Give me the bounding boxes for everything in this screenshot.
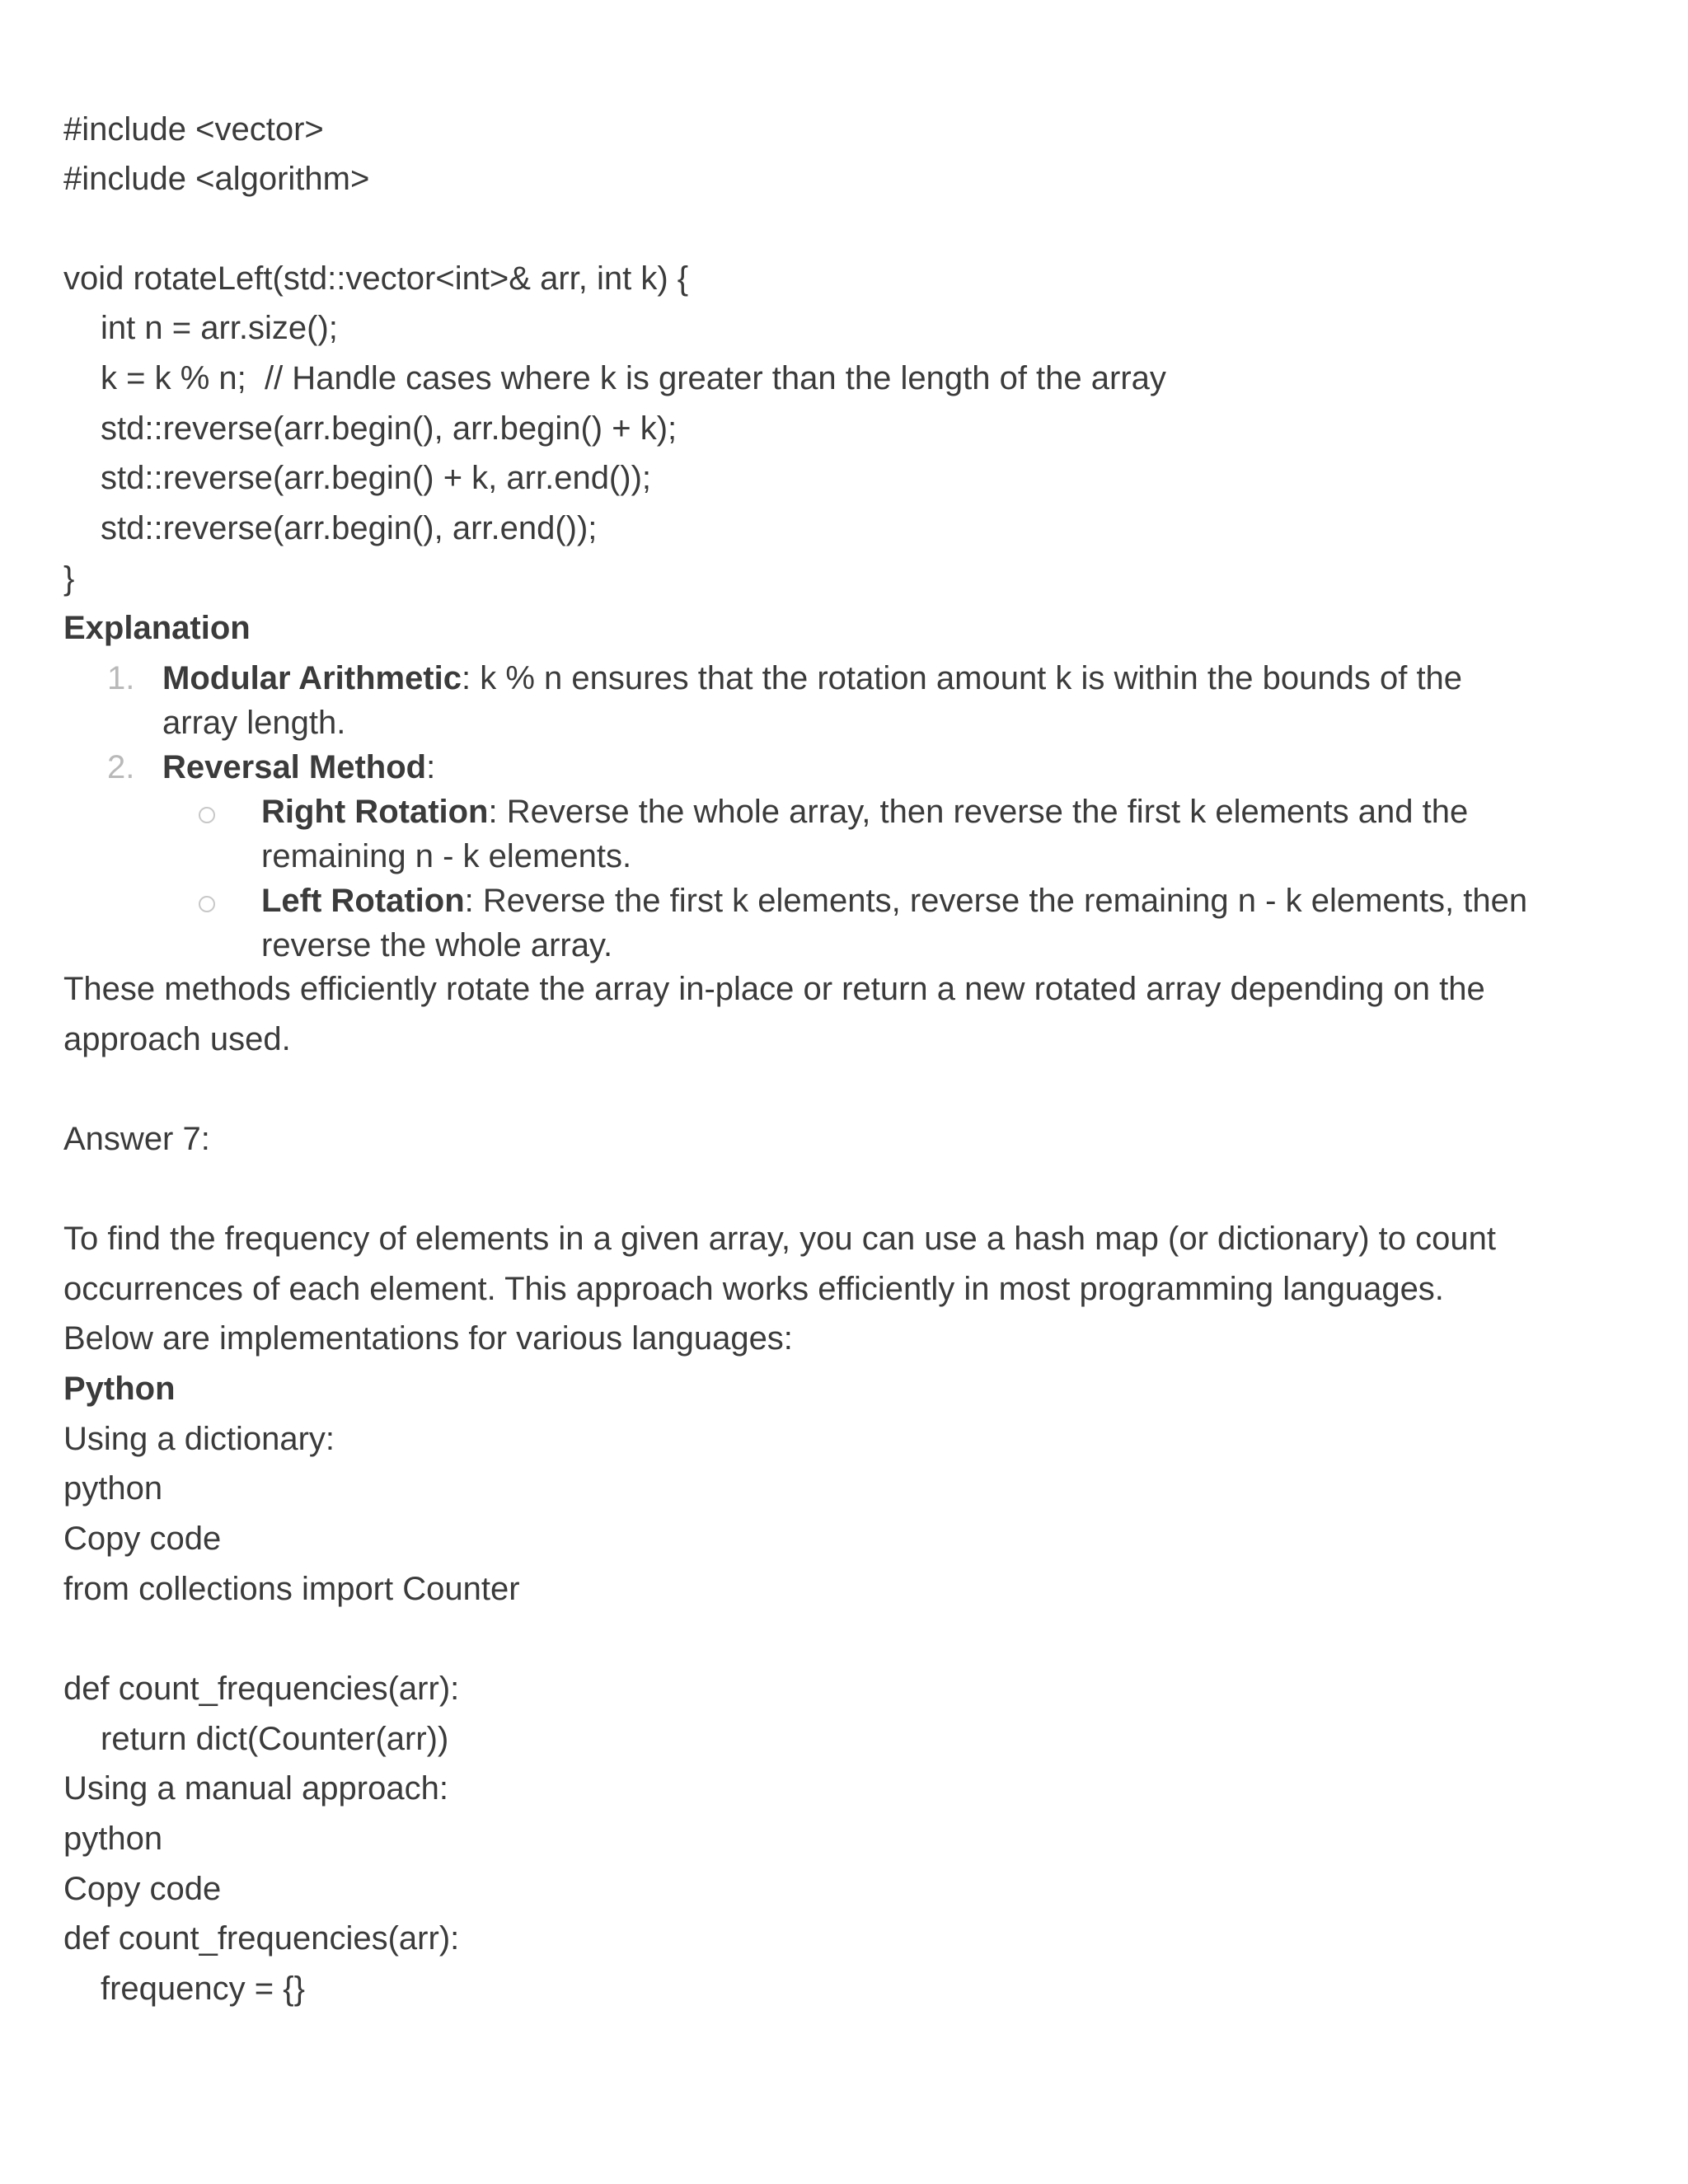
code-line: std::reverse(arr.begin() + k, arr.end()); xyxy=(101,460,652,496)
sub-list-item xyxy=(261,881,1527,921)
code-line: void rotateLeft(std::vector<int>& arr, int k) { xyxy=(63,260,689,297)
code-line: std::reverse(arr.begin(), arr.end()); xyxy=(101,510,598,546)
bullet-circle-icon xyxy=(199,807,215,823)
code-line: int n = arr.size(); xyxy=(101,310,338,346)
list-item-title: Modular Arithmetic xyxy=(162,660,462,696)
list-item xyxy=(162,658,1462,698)
intro-paragraph-line: To find the frequency of elements in a given array, you can use a hash map (or dictionary) to count xyxy=(63,1221,1496,1257)
list-item-title: Reversal Method xyxy=(162,749,427,785)
list-number: 2. xyxy=(107,749,135,785)
intro-paragraph-line: occurrences of each element. This approach works efficiently in most programming languages. xyxy=(63,1271,1444,1307)
list-number: 1. xyxy=(107,660,135,696)
sub-item-text: : Reverse the whole array, then reverse the first k elements and the xyxy=(488,794,1469,830)
using-manual-label: Using a manual approach: xyxy=(63,1770,448,1807)
summary-paragraph-line: approach used. xyxy=(63,1021,291,1057)
code-language-label: python xyxy=(63,1470,163,1507)
using-dictionary-label: Using a dictionary: xyxy=(63,1421,335,1457)
code-line: std::reverse(arr.begin(), arr.begin() + k); xyxy=(101,410,678,447)
copy-code-button[interactable]: Copy code xyxy=(63,1871,222,1907)
code-line: #include <algorithm> xyxy=(63,161,370,197)
bullet-circle-icon xyxy=(199,896,215,912)
code-line: def count_frequencies(arr): xyxy=(63,1920,460,1957)
sub-item-title: Right Rotation xyxy=(261,794,489,830)
code-line: frequency = {} xyxy=(101,1971,305,2007)
summary-paragraph-line: These methods efficiently rotate the array in-place or return a new rotated array depending on the xyxy=(63,971,1485,1007)
copy-code-button[interactable]: Copy code xyxy=(63,1521,222,1557)
code-line: return dict(Counter(arr)) xyxy=(101,1721,449,1757)
list-item-text: : k % n ensures that the rotation amount k is within the bounds of the xyxy=(462,660,1463,696)
list-item-text-continued: array length. xyxy=(162,705,346,741)
answer-label: Answer 7: xyxy=(63,1121,210,1157)
sub-item-text: : Reverse the first k elements, reverse the remaining n - k elements, then xyxy=(464,883,1528,919)
code-line: def count_frequencies(arr): xyxy=(63,1671,460,1707)
code-line: k = k % n; // Handle cases where k is greater than the length of the array xyxy=(101,360,1166,396)
list-item-text: : xyxy=(426,749,436,785)
sub-item-title: Left Rotation xyxy=(261,883,465,919)
code-line: } xyxy=(63,560,75,597)
code-line: #include <vector> xyxy=(63,111,324,148)
code-line: from collections import Counter xyxy=(63,1571,520,1607)
python-heading: Python xyxy=(63,1371,176,1407)
code-language-label: python xyxy=(63,1821,163,1857)
sub-item-text-continued: reverse the whole array. xyxy=(261,927,613,963)
list-item xyxy=(162,748,435,787)
sub-item-text-continued: remaining n - k elements. xyxy=(261,838,632,874)
intro-paragraph-line: Below are implementations for various languages: xyxy=(63,1320,793,1357)
sub-list-item xyxy=(261,792,1468,832)
explanation-heading: Explanation xyxy=(63,610,251,646)
